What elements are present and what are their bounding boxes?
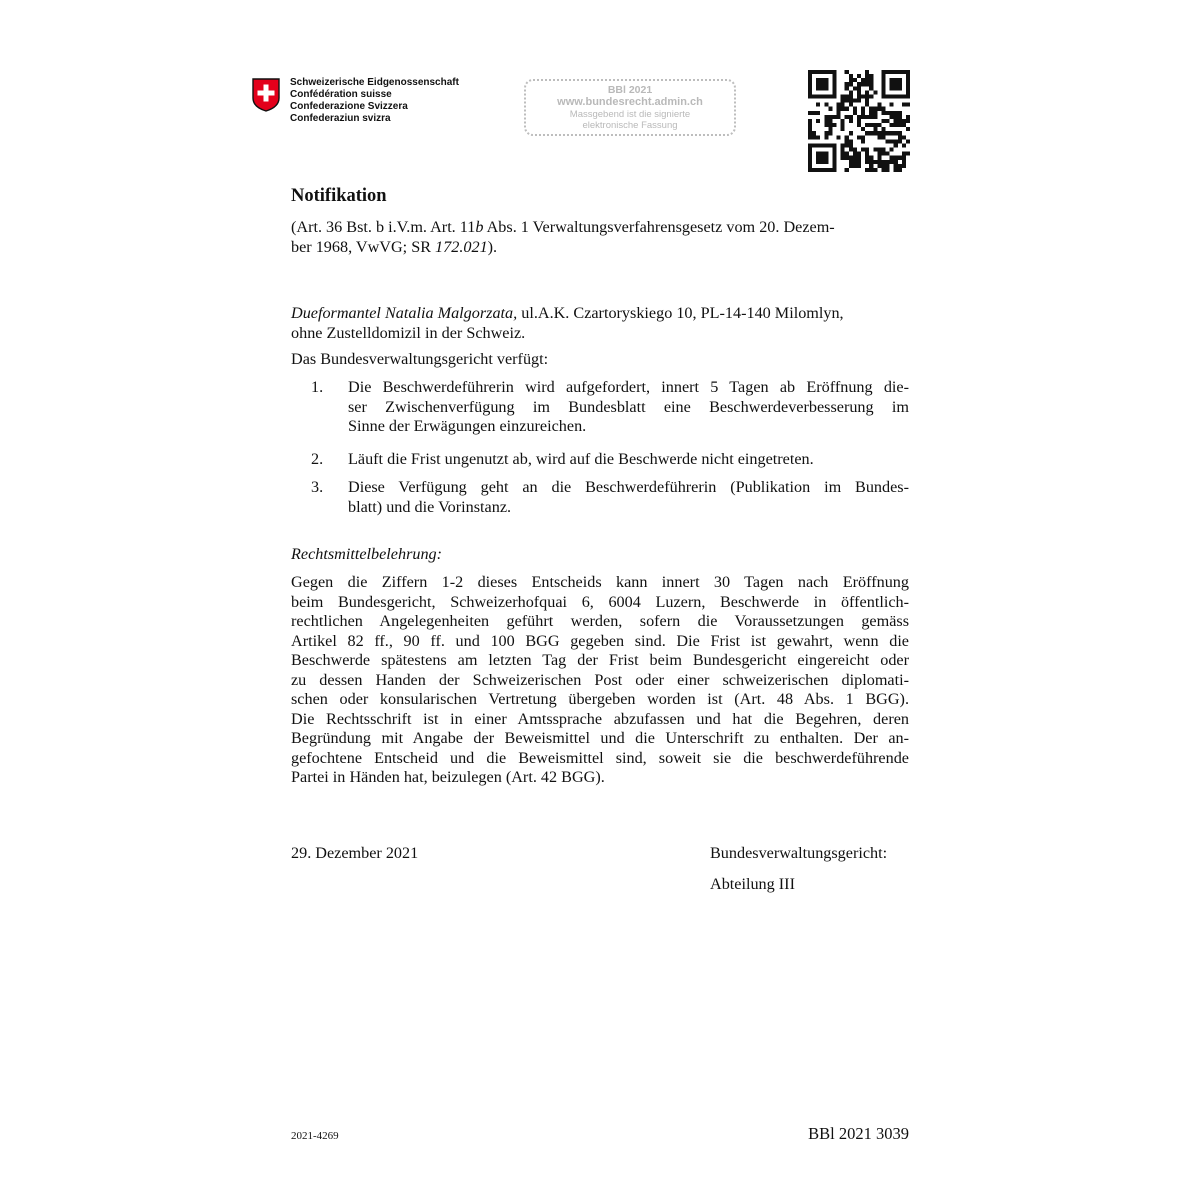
decision-date: 29. Dezember 2021 — [291, 844, 419, 862]
authority-line: Confederaziun svizra — [290, 113, 391, 124]
item-text — [348, 478, 909, 517]
remedy-text — [291, 573, 909, 788]
item-number: 2. — [311, 450, 324, 468]
party-name: Dueformantel Natalia Malgorzata, — [291, 304, 518, 322]
legal-basis-line — [291, 238, 909, 258]
authority-line: Schweizerische Eidgenossenschaft — [290, 77, 459, 88]
stamp-line: Massgebend ist die signierte — [569, 109, 691, 120]
remedy-line: Begründung mit Angabe der Beweismittel und die Unterschrift zu enthalten. Der an- — [291, 729, 909, 747]
party-line — [291, 304, 909, 324]
item-line: Diese Verfügung geht an die Beschwerdeführerin (Publikation im Bundes- — [348, 478, 909, 496]
document-title: Notifikation — [291, 186, 387, 206]
stamp-line: elektronische Fassung — [582, 120, 678, 131]
text-segment: ber 1968, VwVG; SR — [291, 237, 436, 256]
official-stamp — [524, 79, 736, 136]
remedy-line: Artikel 82 ff., 90 ff. und 100 BGG gegeben sind. Die Frist ist gewahrt, wenn die — [291, 631, 909, 650]
remedy-line: schen oder konsularischen Vertretung übergeben worden ist (Art. 48 Abs. 1 BGG). — [291, 690, 909, 708]
order-intro: Das Bundesverwaltungsgericht verfügt: — [291, 350, 549, 368]
item-text — [348, 450, 909, 470]
remedy-line: rechtlichen Angelegenheiten geführt werden, sofern die Voraussetzungen gemäss — [291, 612, 909, 630]
authority-line: Confédération suisse — [290, 89, 392, 100]
remedy-line: Beschwerde spätestens am letzten Tag der Frist beim Bundesgericht eingereicht oder — [291, 651, 909, 669]
stamp-url: www.bundesrecht.admin.ch — [557, 96, 703, 108]
stamp-line: BBl 2021 — [607, 84, 653, 96]
party-line: ohne Zustelldomizil in der Schweiz. — [291, 323, 526, 342]
authority-line: Confederazione Svizzera — [290, 101, 408, 112]
item-line: Sinne der Erwägungen einzureichen. — [348, 417, 587, 435]
party-info — [291, 304, 909, 343]
remedy-line: Partei in Händen hat, beizulegen (Art. 42 BGG). — [291, 768, 605, 786]
text-segment: 172.021 — [435, 237, 488, 256]
federal-logo — [252, 76, 512, 136]
remedy-line: Die Rechtsschrift ist in einer Amtssprache abzufassen und hat die Begehren, deren — [291, 709, 909, 728]
remedy-line: gefochtene Entscheid und die Beweismittel sind, soweit sie die beschwerdeführende — [291, 748, 909, 767]
item-line: blatt) und die Vorinstanz. — [348, 497, 512, 516]
remedy-line: Gegen die Ziffern 1-2 dieses Entscheids kann innert 30 Tagen nach Eröffnung — [291, 573, 909, 591]
swiss-shield-icon — [252, 78, 280, 112]
legal-basis — [291, 218, 909, 257]
page-reference: BBl 2021 3039 — [808, 1124, 909, 1143]
text-segment: (Art. 36 Bst. b i.V.m. Art. 11 — [291, 218, 476, 236]
item-line: Die Beschwerdeführerin wird aufgefordert, innert 5 Tagen ab Eröffnung die- — [348, 378, 909, 396]
item-line: Läuft die Frist ungenutzt ab, wird auf die Beschwerde nicht eingetreten. — [348, 450, 814, 468]
qr-code-icon — [808, 70, 910, 172]
item-text — [348, 378, 909, 437]
remedy-line: beim Bundesgericht, Schweizerhofquai 6, 6004 Luzern, Beschwerde in öffentlich- — [291, 592, 909, 611]
text-segment: b — [475, 218, 484, 236]
remedy-heading: Rechtsmittelbelehrung: — [291, 545, 443, 563]
party-address: ul.A.K. Czartoryskiego 10, PL-14-140 Milomlyn, — [517, 304, 844, 322]
legal-basis-line — [291, 218, 909, 238]
authority-names — [290, 77, 459, 125]
item-line: ser Zwischenverfügung im Bundesblatt eine Beschwerdeverbesserung im — [348, 397, 909, 416]
court-division: Abteilung III — [710, 875, 795, 893]
item-number: 1. — [311, 378, 324, 396]
text-segment: ). — [487, 237, 498, 256]
item-number: 3. — [311, 478, 324, 496]
court-name: Bundesverwaltungsgericht: — [710, 844, 888, 862]
text-segment: Abs. 1 Verwaltungsverfahrensgesetz vom 20. Dezem- — [483, 218, 835, 236]
remedy-line: zu dessen Handen der Schweizerischen Post oder einer schweizerischen diplomati- — [291, 670, 909, 689]
document-number: 2021-4269 — [291, 1130, 339, 1142]
